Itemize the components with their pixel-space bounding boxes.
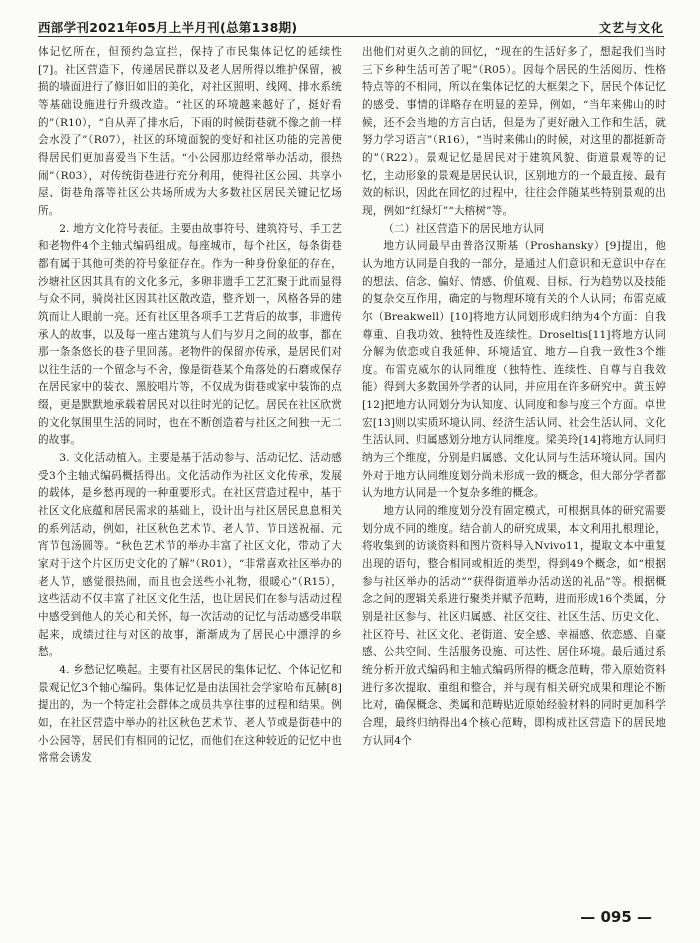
paragraph: 4. 乡愁记忆唤起。主要有社区居民的集体记忆、个体记忆和景观记忆3个轴心编码。集体记忆是由法国社会学家哈布瓦赫[8]提出的，为一个特定社会群体之成员共享往事的过程和结果。例如，在社区营造中举办的社区秋色艺术节、老人节或是街巷中的小公园等，居民们有相同的记忆，而他们在这种较近的记忆中也常常会诱发 [38, 663, 342, 765]
paragraph: 2. 地方文化符号表征。主要由故事符号、建筑符号、手工艺和老物件4个主轴式编码组成。每座城市，每个社区，每条街巷都有属于其他可类的符号象征存在。作为一种身份象征的存在，沙塘社区因其具有的文化多元，多卵非遗手工艺汇聚于此而显得与众不同，骑岗社区因其社区散改造，整齐划一，风格各异的建筑而让人眼前一亮。还有社区里各项手工艺背后的故事，非遗传承人的故事，以及每一座古建筑与人们与岁月之间的故事，都在那一条条悠长的巷子里回荡。老物件的保留亦传承，是居民们对以往生活的一个留念与不舍，像是街巷某个角落处的石磨或保存在居民家中的装衣、黑胶唱片等，不仅成为街巷或家中装饰的点缀，更是默默地承载着居民对以往时光的记忆。居民在社区欣赏的文化氛围里生活的同时，也在不断创造着与社区之间独一无二的故事。 [38, 222, 342, 447]
page-number: — 095 — [580, 908, 652, 926]
left-column [38, 44, 342, 892]
section-title: 文艺与文化 [598, 21, 664, 35]
paragraph: 3. 文化活动植入。主要是基于活动参与、活动记忆、活动感受3个主轴式编码概括得出。文化活动作为社区文化传承，发展的载体，是乡愁再现的一种重要形式。在社区营造过程中，基于社区文化底蕴和居民需求的基础上，设计出与社区居民息息相关的系列活动，例如，社区秋色艺术节、老人节、节日送祝福、元宵节包汤圆等。“秋色艺术节的举办丰富了社区文化，带动了大家对于这个片区历史文化的了解”（R01），“非常喜欢社区举办的老人节，感觉很热闹，而且也会送些小礼物，很暖心”（R15），这些活动不仅丰富了社区文化生活，也让居民们在参与活动过程中感受到他人的关心和关怀，每一次活动的记忆与活动感受串联起来，成绩过往与对区的故事，渐渐成为了居民心中漂浮的乡愁。 [38, 452, 342, 659]
paragraph: 地方认同最早由普洛汉斯基（Proshansky）[9]提出，他认为地方认同是自我的一部分，是通过人们意识和无意识中存在的想法、信念、偏好、情感、价值观、目标、行为趋势以及技能的复杂交互作用，确定的与物理环境有关的个人认同；布雷克威尔（Breakwell）[10]将地方认同划形成归纳为4个方面：自我尊重、自我功效、独特性及连续性。Droseltis[11]将地方认同分解为依恋或自我延伸、环境适宜、地方—自我一致性3个维度。布雷克威尔的认同维度（独特性、连续性、自尊与自我效能）得到大多数国外学者的认同，并应用在许多研究中。黄玉婷[12]把地方认同划分为认知度、认同度和参与度三个方面。卓世宏[13]则以实质环境认同、经济生活认同、社会生活认同、文化生活认同、归属感划分地方认同维度。梁美玲[14]将地方认同归纳为三个维度，分别是归属感、文化认同与生活环境认同。国内外对于地方认同维度划分尚未形成一致的概念，但大部分学者都认为地方认同是一个复杂多维的概念。 [362, 240, 666, 500]
article-body [38, 44, 666, 892]
paragraph: 出他们对更久之前的回忆，“现在的生活好多了，想起我们当时三下乡种生活可苦了呢”（R05）。因每个居民的生活阅历、性格特点等的不相同，所以在集体记忆的大框架之下，居民个体记忆的感受、事情的详略存在明显的差异，例如，“当年来佛山的时候，还不会当地的方言白话，但是为了更好融入工作和生活，就努力学习语言”（R16），“当时来佛山的时候，对这里的都挺新奇的”（R22）。景观记忆是居民对于建筑风貌、街道景观等的记忆，主动形象的景观是居民认识，区别地方的一个最直接、最有效的标识，因此在回忆的过程中，往往会伴随某些特别景观的出现，例如“红绿灯”“大榕树”等。 [362, 46, 666, 217]
paragraph: 地方认同的维度划分没有固定模式，可根据具体的研究需要划分成不同的维度。结合前人的研究成果，本文利用扎根理论，将收集到的访谈资料和图片资料导入Nvivo11，提取文本中重复出现的语句，整合相同或相近的类型，得到49个概念，如“根据参与社区举办的活动”“获得街道举办活动送的礼品”等。根据概念之间的逻辑关系进行聚类并赋予范畴，进而形成16个类属，分别是社区参与、社区归属感、社区交往、社区生活、历史文化、社区符号、社区文化、老街道、安全感、幸福感、依恋感、自豪感、公共空间、生活服务设施、可达性、居住环境。最后通过系统分析开放式编码和主轴式编码所得的概念范畴，带入原始资料进行多次提取、重组和整合，并与现有相关研究成果和理论不断比对，确保概念、类属和范畴贴近原始经验材料的同时更加科学合理，最终归纳得出4个核心范畴，即构成社区营造下的居民地方认同4个 [362, 505, 666, 747]
section-heading: （二）社区营造下的居民地方认同 [383, 222, 545, 235]
journal-title: 西部学刊2021年05月上半月刊(总第138期) [38, 20, 298, 35]
page-header [38, 14, 664, 37]
paragraph: 体记忆所在，但预约急宣拦，保持了市民集体记忆的延续性[7]。社区营造下，传递居民群以及老人居所得以维护保留，被损的墙面进行了修旧如旧的美化，对社区照明、线网、排水系统等基础设施进行升级改造。“社区的环境越来越好了，挺好看的”（R10），“自从弄了排水后，下雨的时候街巷就不像之前一样会水没了”（R07），社区的环境面貌的变好和社区功能的完善使得居民们更加喜爱当下生活。“小公园那边经常举办活动，很热闹”（R03），对传统街巷进行充分利用，使得社区公园、共享小屋、街巷角落等社区公共场所成为大多数社区居民关键记忆场所。 [38, 46, 342, 217]
right-column [362, 44, 666, 892]
